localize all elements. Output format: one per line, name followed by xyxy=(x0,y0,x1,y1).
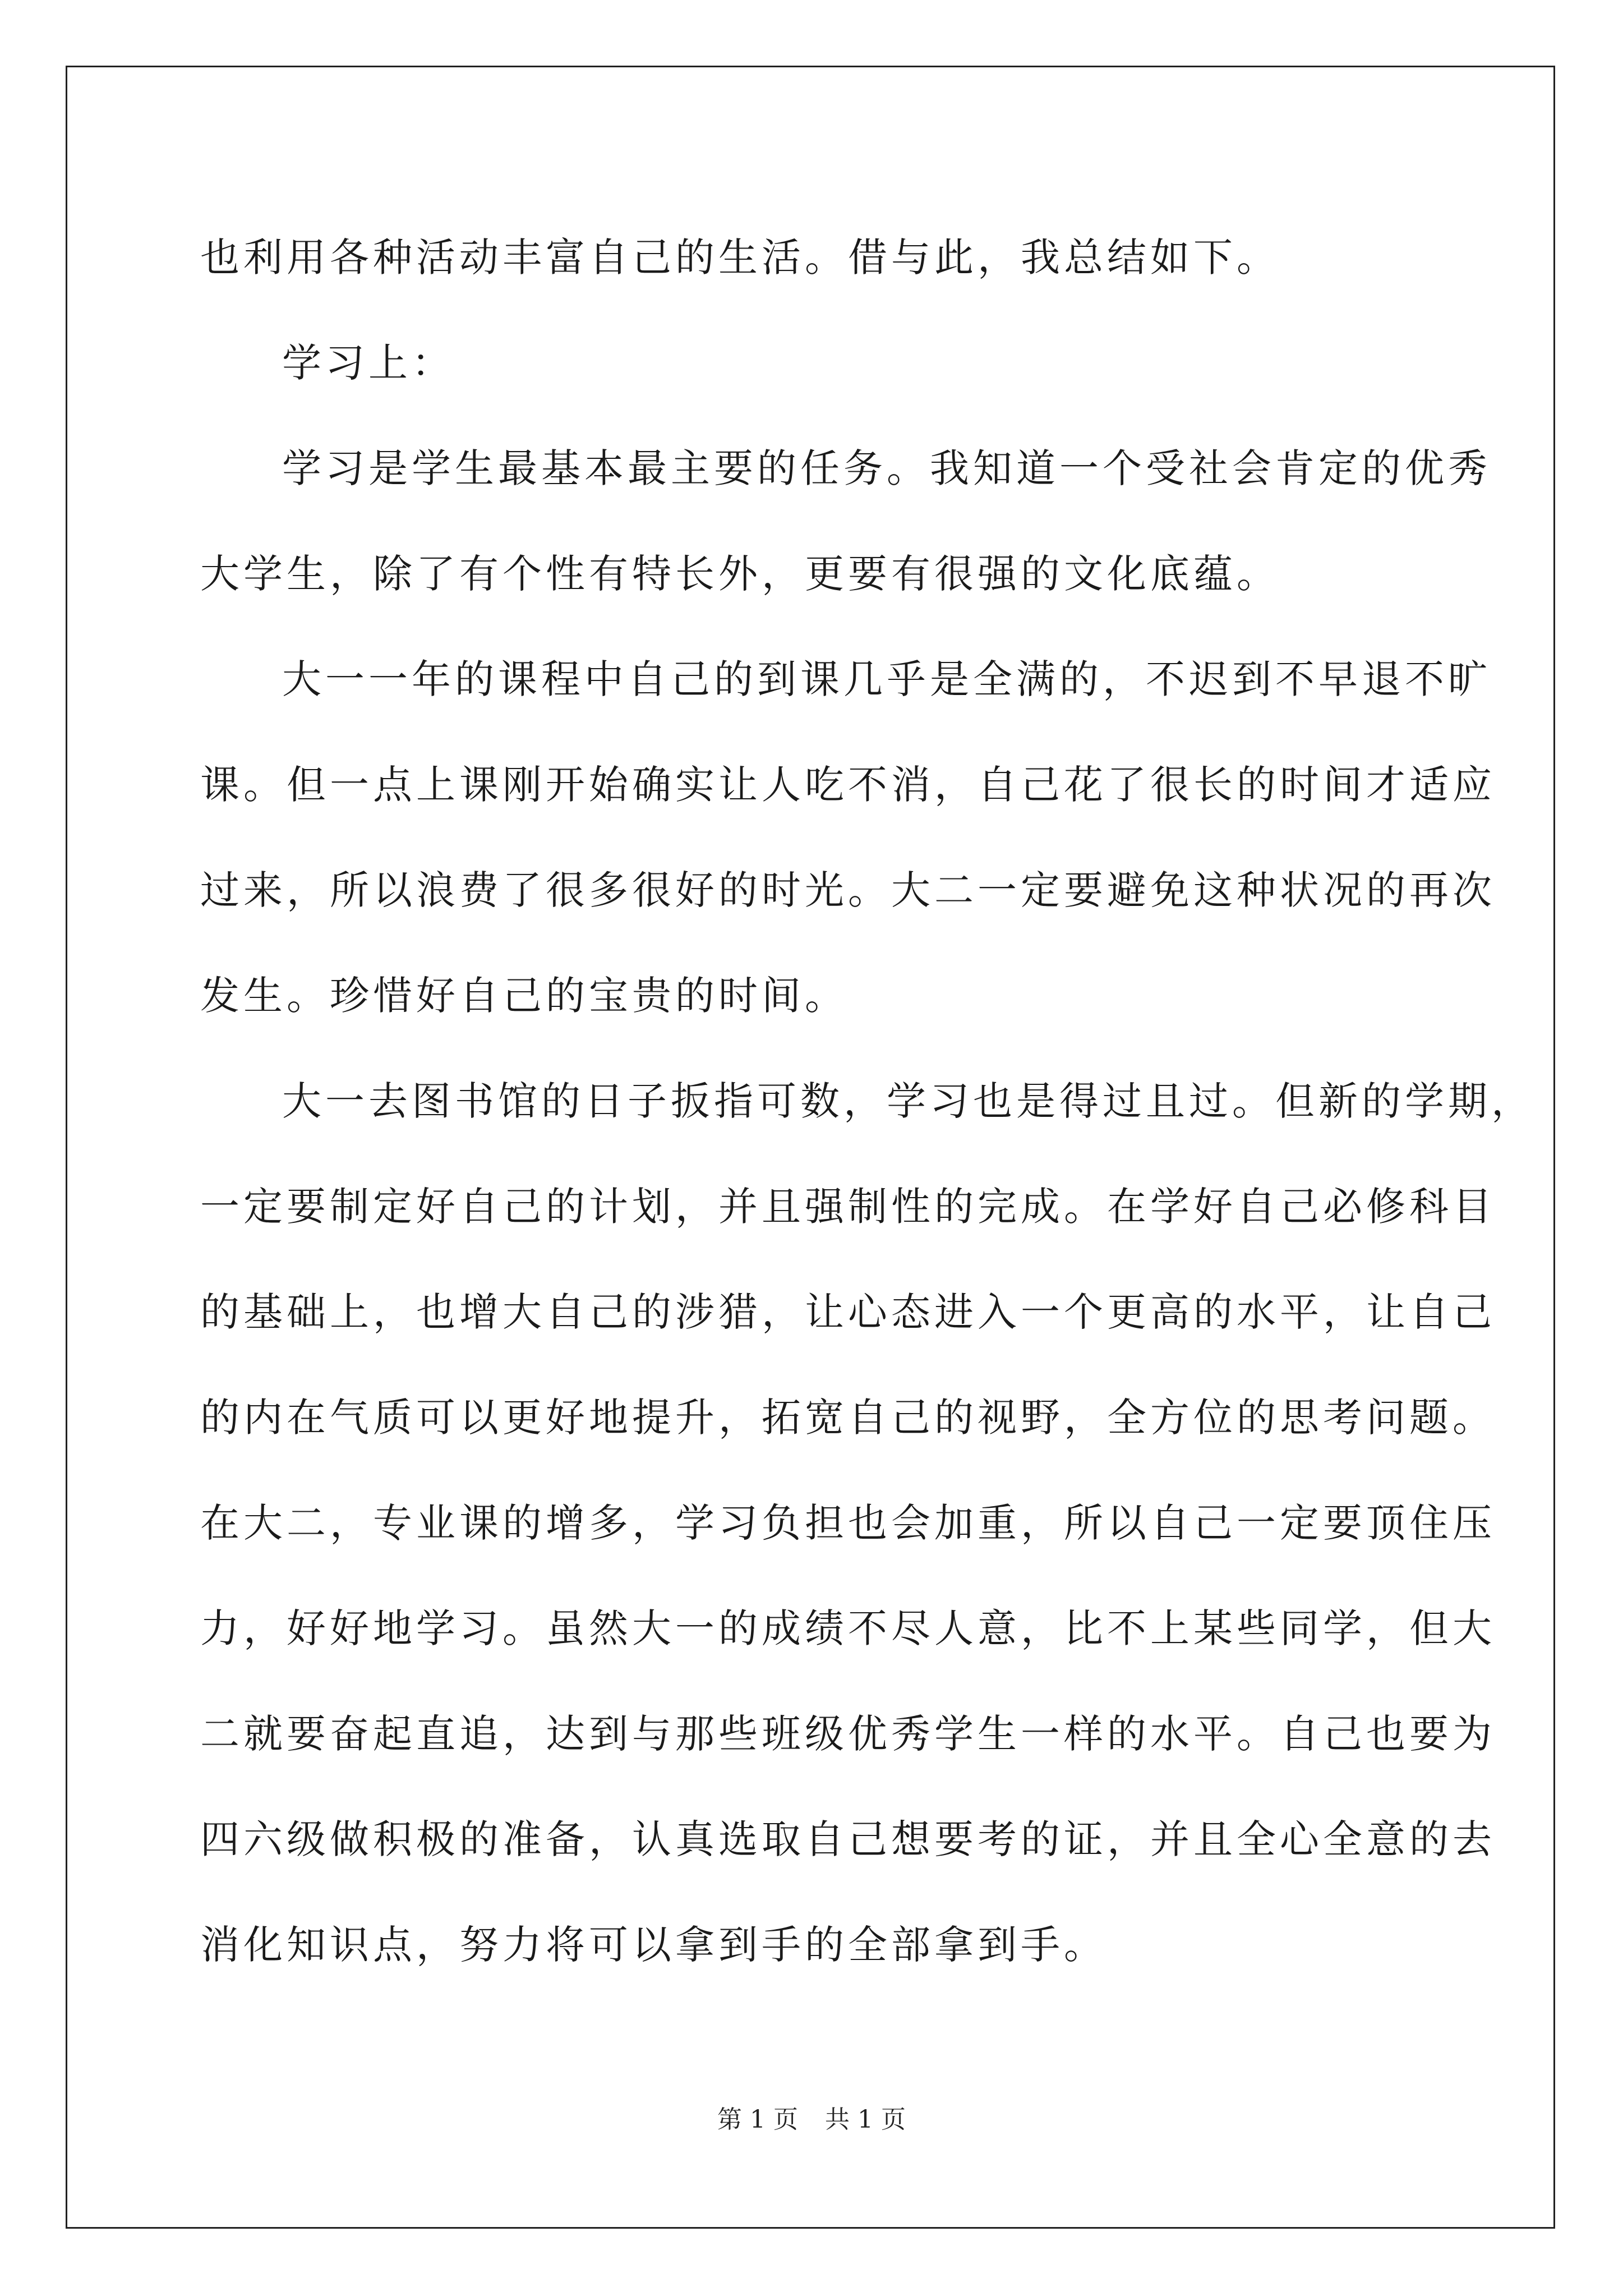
text-line: 大学生，除了有个性有特长外，更要有很强的文化底蕴。 xyxy=(200,551,1280,597)
text-line: 的内在气质可以更好地提升，拓宽自己的视野，全方位的思考问题。 xyxy=(200,1395,1496,1441)
text-line: 消化知识点，努力将可以拿到手的全部拿到手。 xyxy=(200,1922,1107,1968)
text-line: 的基础上，也增大自己的涉猎，让心态进入一个更高的水平，让自己 xyxy=(200,1289,1496,1335)
text-line: 在大二，专业课的增多，学习负担也会加重，所以自己一定要顶住压 xyxy=(200,1500,1496,1546)
page-number: 第 1 页 xyxy=(717,2105,798,2134)
text-line: 也利用各种活动丰富自己的生活。借与此，我总结如下。 xyxy=(200,234,1280,280)
text-line: 学习是学生最基本最主要的任务。我知道一个受社会肯定的优秀 xyxy=(282,445,1491,491)
text-line: 一定要制定好自己的计划，并且强制性的完成。在学好自己必修科目 xyxy=(200,1184,1496,1230)
text-line: 大一一年的课程中自己的到课几乎是全满的，不迟到不早退不旷 xyxy=(282,656,1491,702)
page-total: 共 1 页 xyxy=(825,2105,906,2134)
text-line: 课。但一点上课刚开始确实让人吃不消，自己花了很长的时间才适应 xyxy=(200,762,1496,808)
page-footer xyxy=(0,2099,1623,2135)
text-line: 力，好好地学习。虽然大一的成绩不尽人意，比不上某些同学，但大 xyxy=(200,1605,1496,1651)
text-line: 过来，所以浪费了很多很好的时光。大二一定要避免这种状况的再次 xyxy=(200,867,1496,913)
text-line: 四六级做积极的准备，认真选取自己想要考的证，并且全心全意的去 xyxy=(200,1816,1496,1862)
text-line: 学习上： xyxy=(282,340,455,386)
text-line: 大一去图书馆的日子扳指可数，学习也是得过且过。但新的学期， xyxy=(282,1078,1534,1124)
document-body xyxy=(200,205,1534,1998)
text-line: 二就要奋起直追，达到与那些班级优秀学生一样的水平。自己也要为 xyxy=(200,1711,1496,1757)
text-line: 发生。珍惜好自己的宝贵的时间。 xyxy=(200,973,848,1019)
